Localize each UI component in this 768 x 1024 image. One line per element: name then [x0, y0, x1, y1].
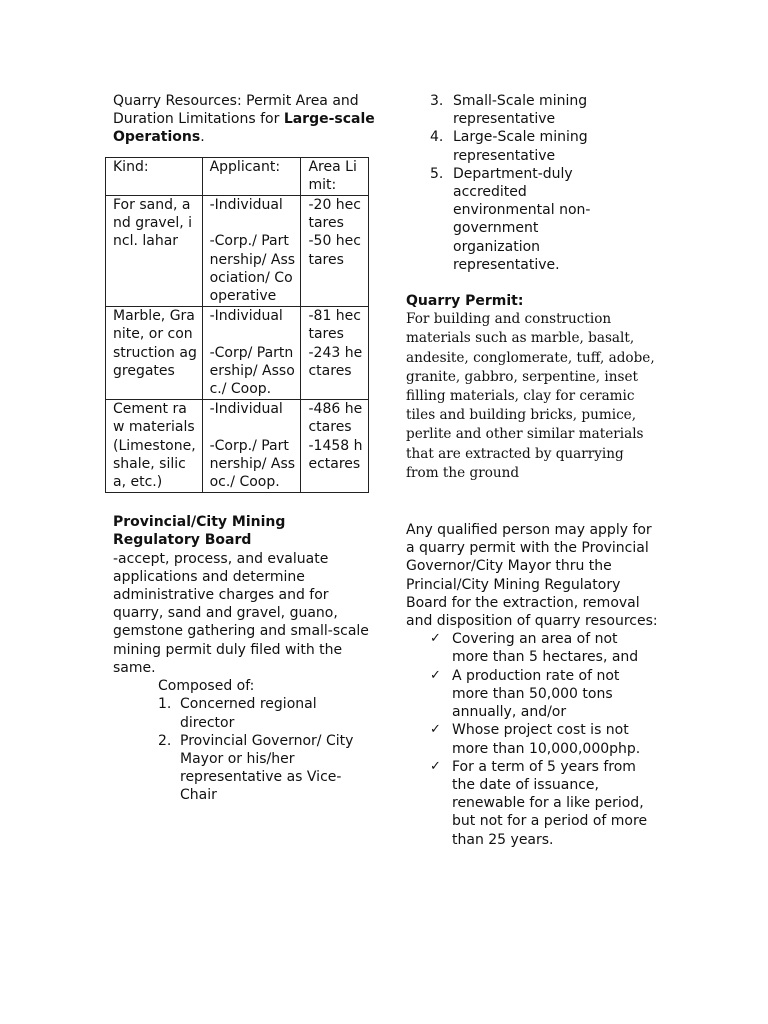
list-item [406, 630, 658, 666]
list-item [406, 721, 658, 757]
list-text: A production rate of not more than 50,000 tons annually, and/or [452, 667, 620, 721]
list-number: 5. [430, 165, 444, 182]
header-area-limit: Area Limit: [301, 157, 369, 195]
cell-kind: Cement raw materials (Limestone, shale, silica, etc.) [106, 400, 203, 493]
intro-paragraph [113, 92, 375, 147]
list-text: Concerned regional director [180, 696, 317, 731]
composed-of-label: Composed of: [158, 678, 255, 695]
list-text: Covering an area of not more than 5 hectares, and [452, 631, 639, 666]
apply-paragraph: Any qualified person may apply for a quarry permit with the Provincial Governor/City Mayor thru the Princial/City Mining Regulatory Board for the extraction, removal and disposition of quarry resources: [406, 522, 658, 630]
cell-area [301, 196, 369, 307]
list-number: 2. [158, 732, 172, 749]
list-text: Provincial Governor/ City Mayor or his/her representative as Vice-Chair [180, 732, 354, 804]
list-item [158, 695, 375, 731]
cell-kind: Marble, Granite, or construction aggregates [106, 307, 203, 400]
list-number: 4. [430, 129, 444, 146]
table-row [106, 307, 369, 400]
quarry-permit-heading: Quarry Permit: [406, 293, 524, 310]
board-heading: Provincial/City Mining Regulatory Board [113, 514, 286, 549]
list-item [158, 732, 375, 805]
table-row [106, 400, 369, 493]
board-members-list [113, 695, 375, 804]
quarry-permit-body: For building and construction materials such as marble, basalt, andesite, conglomerate, tuff, adobe, granite, gabbro, serpentine, inset filling materials, clay for ceramic tiles and building bricks, pumice, perlite and other similar materials that are extracted by quarrying from the ground [406, 311, 655, 481]
list-item [406, 667, 658, 722]
cell-applicant [202, 196, 301, 307]
board-members-list-continued [406, 92, 658, 274]
intro-text: Quarry Resources: Permit Area and Duration Limitations for [113, 93, 359, 128]
table-header-row [106, 157, 369, 195]
cell-area [301, 400, 369, 493]
board-body: -accept, process, and evaluate applications and determine administrative charges and for quarry, sand and gravel, guano, gemstone gathering and small-scale mining permit duly filed with the same. [113, 550, 369, 676]
header-applicant: Applicant: [202, 157, 301, 195]
right-column [406, 92, 658, 849]
intro-strong-text: Large-scale Operations [113, 111, 375, 146]
cell-area-text: -20 hectares -50 hectares [308, 197, 361, 268]
cell-area-text: -486 hectares -1458 hectares [308, 401, 363, 472]
intro-tail: . [200, 129, 205, 146]
cell-area-text: -81 hectares -243 hectares [308, 308, 363, 379]
list-item [430, 92, 658, 128]
permit-area-table [105, 157, 369, 494]
cell-applicant [202, 307, 301, 400]
list-text: Department-duly accredited environmental non-government organization representative. [453, 165, 591, 273]
cell-applicant [202, 400, 301, 493]
cell-area [301, 307, 369, 400]
header-kind: Kind: [106, 157, 203, 195]
checkmark-icon: ✓ [430, 722, 441, 738]
checkmark-icon: ✓ [430, 631, 441, 647]
list-item [430, 128, 658, 164]
left-column [113, 92, 375, 805]
list-item [430, 165, 618, 274]
list-item [406, 758, 658, 849]
cell-applicant-text: -Individual -Corp/ Partnership/ Assoc./ Coop. [209, 308, 295, 398]
conditions-list [406, 630, 658, 848]
list-text: For a term of 5 years from the date of issuance, renewable for a like period, but not for a period of more than 25 years. [452, 758, 648, 848]
cell-kind: For sand, and gravel, incl. lahar [106, 196, 203, 307]
cell-applicant-text: -Individual -Corp./ Partnership/ Association/ Cooperative [209, 197, 296, 305]
checkmark-icon: ✓ [430, 667, 441, 683]
table-row [106, 196, 369, 307]
list-number: 3. [430, 93, 444, 109]
list-text: Whose project cost is not more than 10,000,000php. [452, 722, 641, 757]
list-text: Small-Scale mining representative [453, 93, 588, 128]
list-text: Large-Scale mining representative [453, 129, 588, 164]
list-number: 1. [158, 696, 172, 713]
checkmark-icon: ✓ [430, 758, 441, 774]
cell-applicant-text: -Individual -Corp./ Partnership/ Assoc./ Coop. [209, 401, 296, 491]
